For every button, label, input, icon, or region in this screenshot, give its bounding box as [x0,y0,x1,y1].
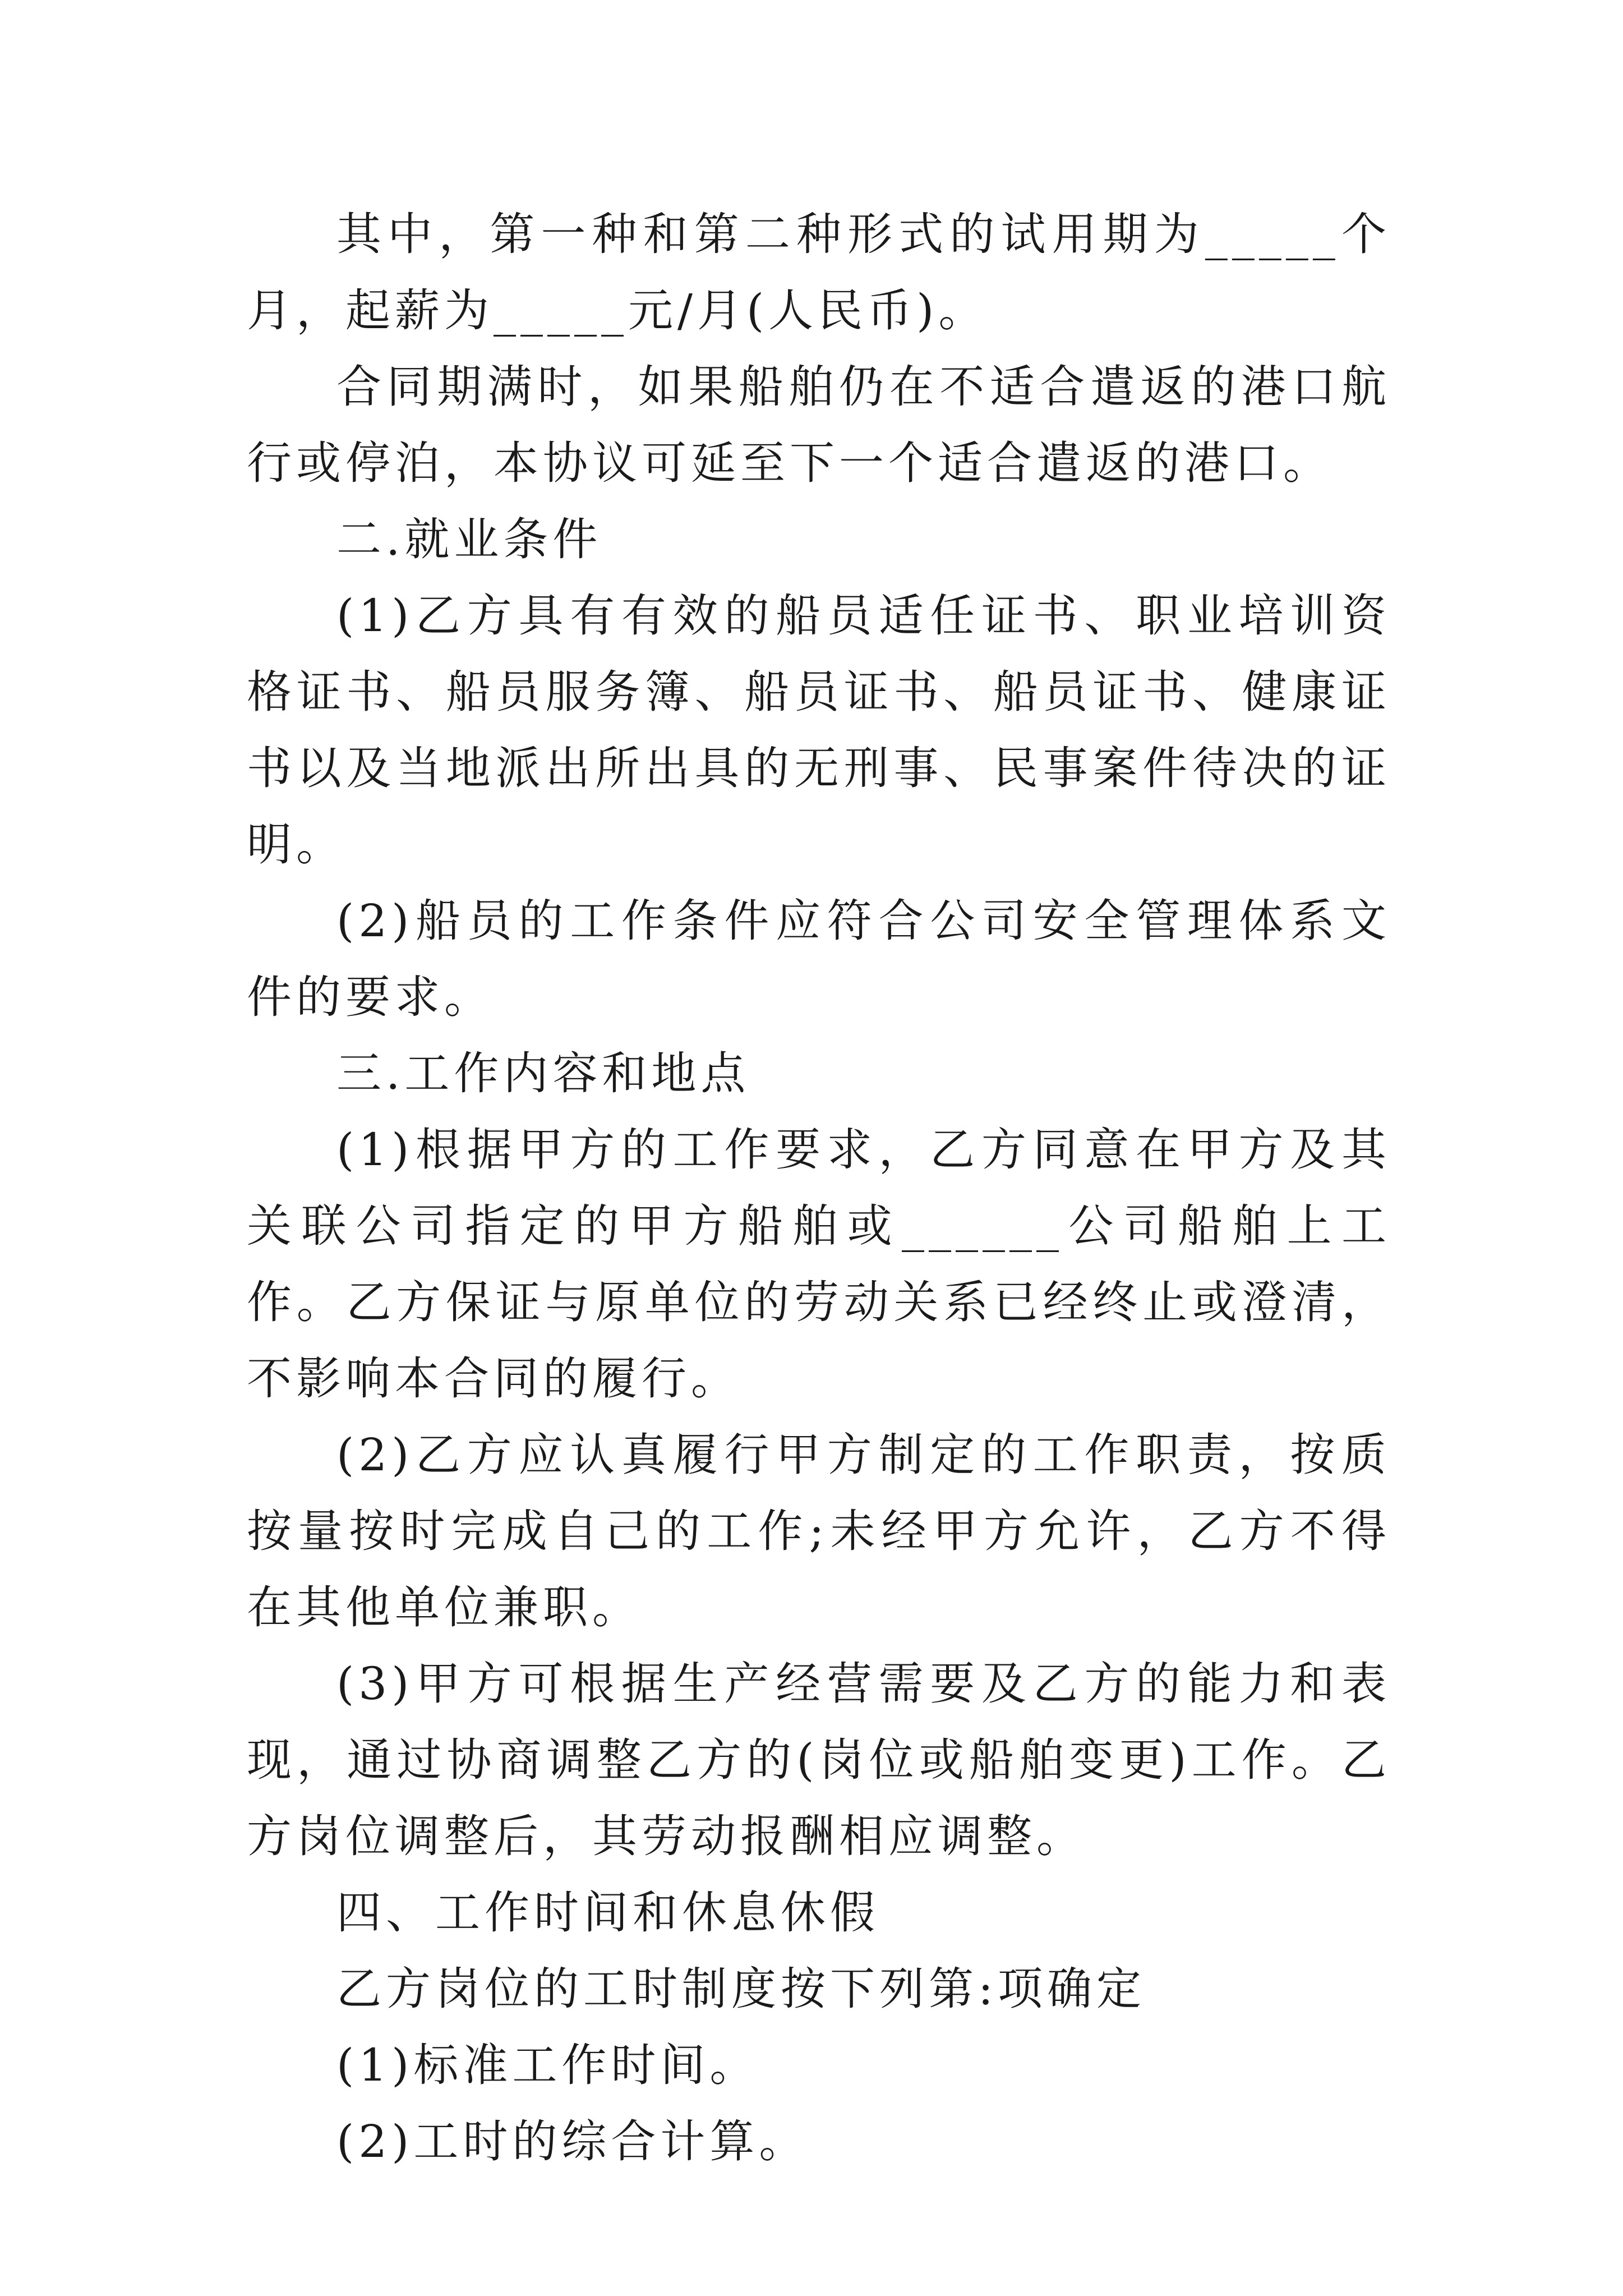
paragraph-certificates: (1)乙方具有有效的船员适任证书、职业培训资格证书、船员服务簿、船员证书、船员证书、健康证书以及当地派出所出具的无刑事、民事案件待决的证明。 [247,590,1391,871]
paragraph-position-adjustment: (3)甲方可根据生产经营需要及乙方的能力和表现，通过协商调整乙方的(岗位或船舶变更)工作。乙方岗位调整后，其劳动报酬相应调整。 [247,1658,1391,1862]
paragraph-working-conditions: (2)船员的工作条件应符合公司安全管理体系文件的要求。 [247,895,1391,1023]
paragraph-contract-extension: 合同期满时，如果船舶仍在不适合遣返的港口航行或停泊，本协议可延至下一个适合遣返的港口。 [247,361,1391,489]
paragraph-probation-salary: 其中，第一种和第二种形式的试用期为_____个月，起薪为_____元/月(人民币)。 [247,208,1391,337]
section-heading-working-hours: 四、工作时间和休息休假 [336,1887,879,1939]
document-body [247,196,1391,2180]
section-heading-employment-conditions: 二.就业条件 [336,513,602,565]
paragraph-working-hours-system: 乙方岗位的工时制度按下列第:项确定 [336,1963,1146,2015]
section-heading-work-content-location: 三.工作内容和地点 [336,1047,750,1099]
list-item-comprehensive-hours: (2)工时的综合计算。 [336,2115,809,2168]
list-item-standard-hours: (1)标准工作时间。 [336,2039,759,2091]
paragraph-work-assignment: (1)根据甲方的工作要求，乙方同意在甲方及其关联公司指定的甲方船舶或______公司船舶上工作。乙方保证与原单位的劳动关系已经终止或澄清，不影响本合同的履行。 [247,1124,1391,1405]
paragraph-duties: (2)乙方应认真履行甲方制定的工作职责，按质按量按时完成自己的工作;未经甲方允许，乙方不得在其他单位兼职。 [247,1429,1391,1634]
